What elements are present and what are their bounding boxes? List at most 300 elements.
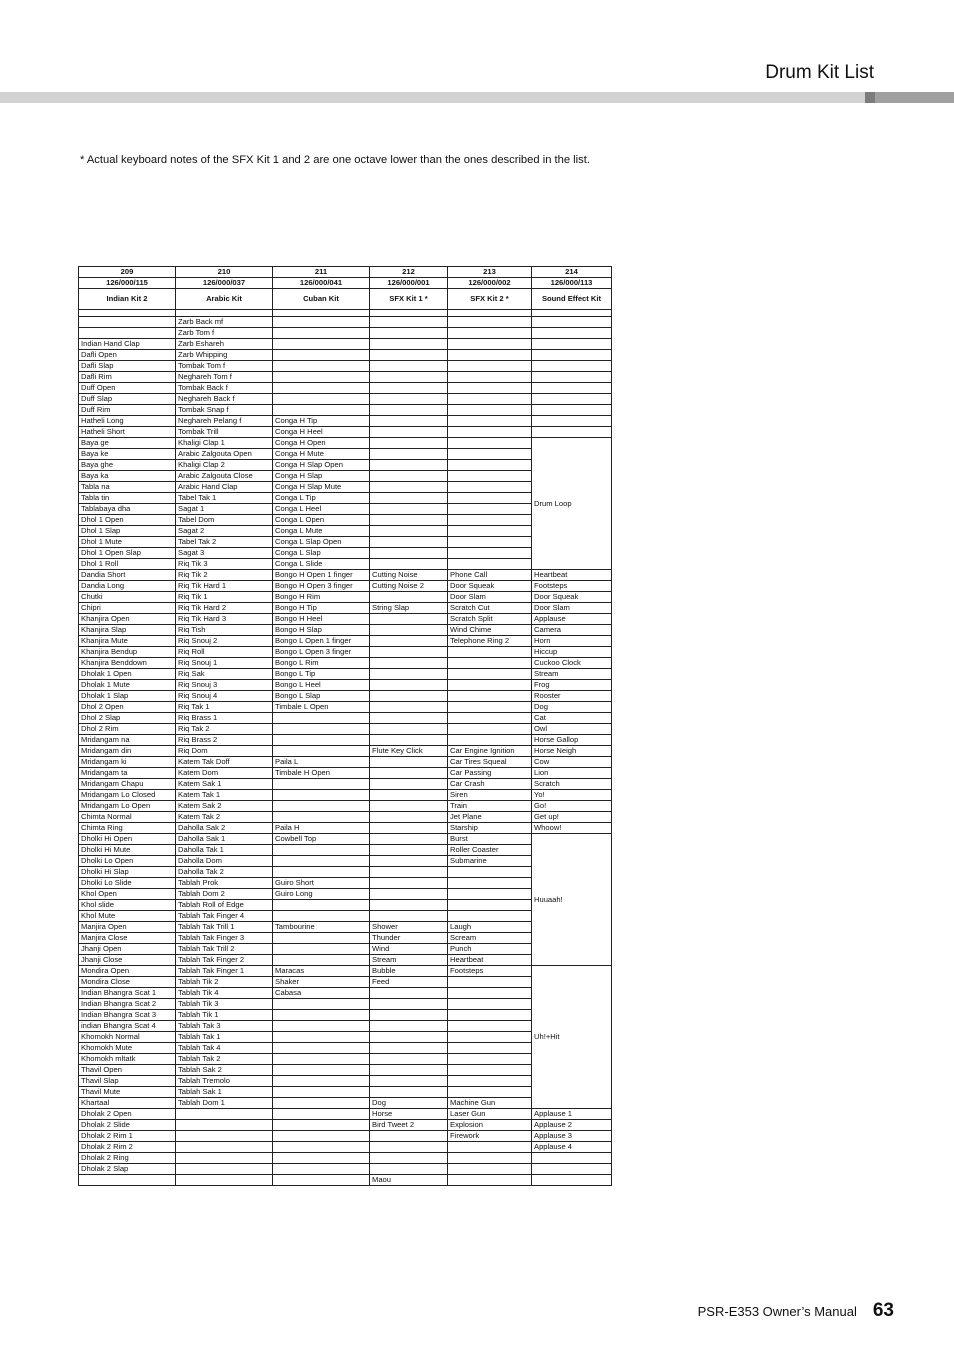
table-cell: Chimta Normal [79, 812, 176, 823]
table-cell [448, 1010, 532, 1021]
table-cell: Conga H Slap Open [273, 460, 370, 471]
table-cell: Indian Hand Clap [79, 339, 176, 350]
kit-number: 209 [79, 267, 176, 278]
table-cell [370, 702, 448, 713]
table-cell: Frog [532, 680, 612, 691]
table-cell: Dhol 2 Rim [79, 724, 176, 735]
table-cell: Tablah Tak 1 [176, 1032, 273, 1043]
table-cell: Tablah Tak Finger 3 [176, 933, 273, 944]
table-row [79, 317, 612, 328]
table-cell: Scratch [532, 779, 612, 790]
table-cell: Dhol 1 Roll [79, 559, 176, 570]
table-cell [448, 350, 532, 361]
table-cell [448, 548, 532, 559]
table-cell [370, 449, 448, 460]
table-cell [370, 1142, 448, 1153]
table-cell: Horn [532, 636, 612, 647]
table-cell: Timbale L Open [273, 702, 370, 713]
table-cell: Dholak 1 Mute [79, 680, 176, 691]
table-cell: Tablah Tak Trill 2 [176, 944, 273, 955]
table-cell: Dhol 1 Mute [79, 537, 176, 548]
table-cell: Camera [532, 625, 612, 636]
table-cell [370, 460, 448, 471]
table-cell [79, 1175, 176, 1186]
table-cell: Door Squeak [448, 581, 532, 592]
table-cell: Dhol 1 Slap [79, 526, 176, 537]
spacer-cell [448, 310, 532, 317]
table-cell: Khaligi Clap 2 [176, 460, 273, 471]
table-cell [448, 1153, 532, 1164]
table-cell: Heartbeat [532, 570, 612, 581]
table-row [79, 812, 612, 823]
table-cell: Neghareh Back f [176, 394, 273, 405]
table-cell: Bongo H Rim [273, 592, 370, 603]
table-cell: Riq Snouj 2 [176, 636, 273, 647]
table-row [79, 405, 612, 416]
table-cell: Riq Tik 1 [176, 592, 273, 603]
table-cell [448, 1164, 532, 1175]
kit-number: 210 [176, 267, 273, 278]
table-cell: Tombak Snap f [176, 405, 273, 416]
table-cell [273, 900, 370, 911]
table-row [79, 1131, 612, 1142]
table-cell: Shower [370, 922, 448, 933]
table-row [79, 328, 612, 339]
table-cell: Dog [532, 702, 612, 713]
table-cell: Jet Plane [448, 812, 532, 823]
table-cell [370, 856, 448, 867]
table-cell: Neghareh Tom f [176, 372, 273, 383]
table-cell: Tombak Trill [176, 427, 273, 438]
table-row [79, 592, 612, 603]
table-cell: Zarb Tom f [176, 328, 273, 339]
table-cell: Riq Snouj 1 [176, 658, 273, 669]
table-cell: Khol slide [79, 900, 176, 911]
table-cell: Jhanji Close [79, 955, 176, 966]
table-cell: Thavil Open [79, 1065, 176, 1076]
table-cell: Riq Tik 3 [176, 559, 273, 570]
table-cell [370, 1087, 448, 1098]
table-cell [370, 911, 448, 922]
table-row [79, 1120, 612, 1131]
table-cell: Scratch Cut [448, 603, 532, 614]
table-cell: Hatheli Long [79, 416, 176, 427]
table-cell [448, 526, 532, 537]
table-cell: Jhanji Open [79, 944, 176, 955]
table-cell: Dholak 2 Rim 2 [79, 1142, 176, 1153]
table-cell: Riq Sak [176, 669, 273, 680]
bank-code: 126/000/115 [79, 278, 176, 289]
table-cell: Riq Brass 2 [176, 735, 273, 746]
table-cell [448, 1065, 532, 1076]
table-cell: Conga H Mute [273, 449, 370, 460]
table-cell [448, 515, 532, 526]
table-cell [370, 900, 448, 911]
table-row [79, 1142, 612, 1153]
table-cell: Paila H [273, 823, 370, 834]
table-cell [273, 1142, 370, 1153]
table-cell: Indian Bhangra Scat 2 [79, 999, 176, 1010]
table-cell: String Slap [370, 603, 448, 614]
title-wrap [765, 62, 874, 84]
table-cell [370, 658, 448, 669]
table-cell [448, 438, 532, 449]
table-cell [448, 900, 532, 911]
table-cell: Horse [370, 1109, 448, 1120]
kit-name: Arabic Kit [176, 289, 273, 310]
table-cell: Tablah Tak Trill 1 [176, 922, 273, 933]
table-cell [448, 1032, 532, 1043]
table-cell: Car Passing [448, 768, 532, 779]
table-row [79, 625, 612, 636]
table-cell [273, 1098, 370, 1109]
table-cell: Guiro Long [273, 889, 370, 900]
table-cell [370, 636, 448, 647]
table-row [79, 680, 612, 691]
table-cell: Tablah Dom 1 [176, 1098, 273, 1109]
table-cell: Feed [370, 977, 448, 988]
table-cell [370, 823, 448, 834]
table-cell [370, 416, 448, 427]
table-cell: Daholla Tak 1 [176, 845, 273, 856]
table-cell: Neghareh Pelang f [176, 416, 273, 427]
table-cell [370, 867, 448, 878]
table-cell [370, 691, 448, 702]
table-cell [448, 1175, 532, 1186]
manual-name: PSR-E353 Owner’s Manual [697, 1304, 857, 1319]
table-cell [370, 735, 448, 746]
table-cell: Baya ke [79, 449, 176, 460]
table-cell [176, 1131, 273, 1142]
table-cell: Bubble [370, 966, 448, 977]
table-cell: Door Squeak [532, 592, 612, 603]
table-cell: Tabel Tak 2 [176, 537, 273, 548]
table-cell [532, 416, 612, 427]
table-cell [370, 515, 448, 526]
table-cell: Chimta Ring [79, 823, 176, 834]
table-cell: Bongo H Tip [273, 603, 370, 614]
table-cell [176, 1164, 273, 1175]
table-cell [370, 790, 448, 801]
table-cell: Dhol 1 Open [79, 515, 176, 526]
table-cell [370, 779, 448, 790]
table-cell [273, 1164, 370, 1175]
table-cell [370, 526, 448, 537]
table-cell: Khanjira Mute [79, 636, 176, 647]
table-cell: Riq Tak 1 [176, 702, 273, 713]
table-cell: Tablah Tik 2 [176, 977, 273, 988]
table-cell: Bongo L Open 3 finger [273, 647, 370, 658]
table-cell: Applause 2 [532, 1120, 612, 1131]
table-cell [448, 559, 532, 570]
drum-kit-table [78, 266, 612, 1186]
table-cell [273, 317, 370, 328]
table-cell [532, 427, 612, 438]
table-cell: Indian Bhangra Scat 3 [79, 1010, 176, 1021]
table-cell: Baya ghe [79, 460, 176, 471]
table-cell: Roller Coaster [448, 845, 532, 856]
table-cell [370, 1043, 448, 1054]
table-cell [79, 317, 176, 328]
table-row [79, 438, 612, 449]
table-cell: Tablah Tremolo [176, 1076, 273, 1087]
table-cell: Stream [370, 955, 448, 966]
table-cell: Duff Rim [79, 405, 176, 416]
table-cell [532, 328, 612, 339]
table-cell: Dholki Hi Slap [79, 867, 176, 878]
spacer-cell [532, 310, 612, 317]
table-cell: Sagat 1 [176, 504, 273, 515]
table-cell: Manjira Close [79, 933, 176, 944]
table-cell: Dholak 2 Rim 1 [79, 1131, 176, 1142]
table-cell [370, 812, 448, 823]
table-cell [273, 361, 370, 372]
table-cell: Tablah Tak 2 [176, 1054, 273, 1065]
table-cell [370, 328, 448, 339]
table-cell: Khomokh Mute [79, 1043, 176, 1054]
table-cell: Tablah Tak Finger 1 [176, 966, 273, 977]
table-cell [273, 1109, 370, 1120]
kit-name: Sound Effect Kit [532, 289, 612, 310]
spacer-cell [273, 310, 370, 317]
table-cell [370, 878, 448, 889]
table-row [79, 790, 612, 801]
table-cell: Tabel Tak 1 [176, 493, 273, 504]
table-cell: Thavil Mute [79, 1087, 176, 1098]
table-cell: Siren [448, 790, 532, 801]
merged-table-cell: Drum Loop [532, 438, 612, 570]
table-row [79, 350, 612, 361]
table-cell: Owl [532, 724, 612, 735]
table-cell: Dhol 2 Open [79, 702, 176, 713]
table-cell: Conga L Slap [273, 548, 370, 559]
table-cell: Conga H Slap [273, 471, 370, 482]
table-cell: Applause 3 [532, 1131, 612, 1142]
table-cell: Arabic Zalgouta Open [176, 449, 273, 460]
table-cell: Maracas [273, 966, 370, 977]
header-rule-accent-dark [865, 92, 875, 103]
table-cell [273, 1131, 370, 1142]
kit-name: SFX Kit 1 * [370, 289, 448, 310]
table-cell: Katem Dom [176, 768, 273, 779]
table-cell [370, 361, 448, 372]
bank-code: 126/000/001 [370, 278, 448, 289]
table-cell [370, 559, 448, 570]
table-cell [448, 977, 532, 988]
table-cell: Yo! [532, 790, 612, 801]
table-cell: Baya ge [79, 438, 176, 449]
table-cell [273, 856, 370, 867]
table-cell [448, 691, 532, 702]
table-cell: Cuckoo Clock [532, 658, 612, 669]
table-row [79, 823, 612, 834]
table-cell: Tambourine [273, 922, 370, 933]
table-cell: Mridangam ta [79, 768, 176, 779]
table-cell [273, 779, 370, 790]
table-cell: Tablah Tik 1 [176, 1010, 273, 1021]
table-row [79, 647, 612, 658]
table-cell: Duff Open [79, 383, 176, 394]
table-cell: Cat [532, 713, 612, 724]
table-cell [448, 427, 532, 438]
table-cell: Khol Mute [79, 911, 176, 922]
bank-code: 126/000/037 [176, 278, 273, 289]
table-cell [370, 317, 448, 328]
table-cell [448, 537, 532, 548]
table-cell: Door Slam [532, 603, 612, 614]
kit-number: 214 [532, 267, 612, 278]
table-cell: Riq Dom [176, 746, 273, 757]
table-cell [273, 383, 370, 394]
table-cell [448, 482, 532, 493]
table-cell: Applause 4 [532, 1142, 612, 1153]
table-cell [273, 999, 370, 1010]
table-cell [448, 328, 532, 339]
table-cell: Tablah Tak Finger 2 [176, 955, 273, 966]
table-cell: Duff Slap [79, 394, 176, 405]
kit-name: SFX Kit 2 * [448, 289, 532, 310]
table-cell [448, 867, 532, 878]
table-cell [370, 845, 448, 856]
table-cell: Bongo H Slap [273, 625, 370, 636]
table-cell: Chipri [79, 603, 176, 614]
table-cell: Horse Neigh [532, 746, 612, 757]
table-cell [273, 1021, 370, 1032]
table-cell [176, 1120, 273, 1131]
footnote: * Actual keyboard notes of the SFX Kit 1 and 2 are one octave lower than the ones described in the list. [80, 154, 590, 166]
table-cell: Riq Tak 2 [176, 724, 273, 735]
table-cell [370, 614, 448, 625]
table-cell: Phone Call [448, 570, 532, 581]
table-cell: Daholla Sak 1 [176, 834, 273, 845]
table-cell: Dafli Rim [79, 372, 176, 383]
table-cell [370, 438, 448, 449]
table-cell: Arabic Hand Clap [176, 482, 273, 493]
table-cell: Tablah Tak 3 [176, 1021, 273, 1032]
table-cell [532, 1164, 612, 1175]
table-cell [532, 1153, 612, 1164]
table-cell [370, 1164, 448, 1175]
table-cell [370, 988, 448, 999]
table-cell: Footsteps [532, 581, 612, 592]
table-cell: Tablah Tak 4 [176, 1043, 273, 1054]
kit-number: 211 [273, 267, 370, 278]
table-row [79, 372, 612, 383]
table-cell [370, 757, 448, 768]
table-cell [273, 1153, 370, 1164]
table-cell: Dholki Hi Mute [79, 845, 176, 856]
table-cell: Tablah Tik 3 [176, 999, 273, 1010]
table-cell: Paila L [273, 757, 370, 768]
table-cell: Dhol 1 Open Slap [79, 548, 176, 559]
table-cell [448, 988, 532, 999]
table-cell: Riq Snouj 3 [176, 680, 273, 691]
table-cell [370, 680, 448, 691]
table-cell: Applause 1 [532, 1109, 612, 1120]
spacer-cell [176, 310, 273, 317]
table-cell: Dafli Slap [79, 361, 176, 372]
table-cell: Chutki [79, 592, 176, 603]
table-cell: Indian Bhangra Scat 1 [79, 988, 176, 999]
table-cell [448, 1142, 532, 1153]
table-row [79, 570, 612, 581]
table-cell [273, 1065, 370, 1076]
table-cell [448, 702, 532, 713]
table-cell: Stream [532, 669, 612, 680]
table-cell [448, 647, 532, 658]
kit-number: 212 [370, 267, 448, 278]
table-cell: Laser Gun [448, 1109, 532, 1120]
spacer-cell [370, 310, 448, 317]
table-cell: Conga H Tip [273, 416, 370, 427]
table-cell [370, 1054, 448, 1065]
table-cell: Zarb Back mf [176, 317, 273, 328]
table-row [79, 713, 612, 724]
table-cell: Burst [448, 834, 532, 845]
table-cell: Dholak 2 Slap [79, 1164, 176, 1175]
table-cell: Dhol 2 Slap [79, 713, 176, 724]
table-cell [448, 471, 532, 482]
table-cell [448, 724, 532, 735]
table-cell [448, 372, 532, 383]
table-cell [273, 724, 370, 735]
table-cell [370, 1153, 448, 1164]
table-cell: Khomokh mltatk [79, 1054, 176, 1065]
table-row [79, 735, 612, 746]
table-cell [176, 1142, 273, 1153]
table-cell: Riq Tik Hard 2 [176, 603, 273, 614]
table-cell [448, 713, 532, 724]
table-row [79, 416, 612, 427]
table-cell: Shaker [273, 977, 370, 988]
table-cell: Go! [532, 801, 612, 812]
table-cell [448, 361, 532, 372]
table-cell [370, 1076, 448, 1087]
table-cell: Khartaal [79, 1098, 176, 1109]
kit-name: Indian Kit 2 [79, 289, 176, 310]
spacer-row [79, 310, 612, 317]
table-cell [448, 1021, 532, 1032]
table-cell: Dholki Lo Open [79, 856, 176, 867]
table-cell: Daholla Tak 2 [176, 867, 273, 878]
table-cell: Applause [532, 614, 612, 625]
table-row [79, 383, 612, 394]
table-cell: Daholla Dom [176, 856, 273, 867]
table-cell: Bongo H Open 1 finger [273, 570, 370, 581]
spacer-cell [79, 310, 176, 317]
table-cell [79, 328, 176, 339]
table-cell: Submarine [448, 856, 532, 867]
table-cell [370, 889, 448, 900]
table-cell: Khaligi Clap 1 [176, 438, 273, 449]
table-cell [273, 944, 370, 955]
table-cell [273, 1032, 370, 1043]
table-cell [370, 999, 448, 1010]
table-cell: Tabel Dom [176, 515, 273, 526]
table-cell [448, 460, 532, 471]
table-cell: Flute Key Click [370, 746, 448, 757]
table-cell [448, 911, 532, 922]
table-row [79, 691, 612, 702]
table-row [79, 801, 612, 812]
table-cell: Cowbell Top [273, 834, 370, 845]
page-title: Drum Kit List [765, 62, 874, 83]
table-cell: Conga H Slap Mute [273, 482, 370, 493]
table-cell [370, 1131, 448, 1142]
table-row [79, 603, 612, 614]
table-row [79, 834, 612, 845]
table-cell: Tablah Tik 4 [176, 988, 273, 999]
